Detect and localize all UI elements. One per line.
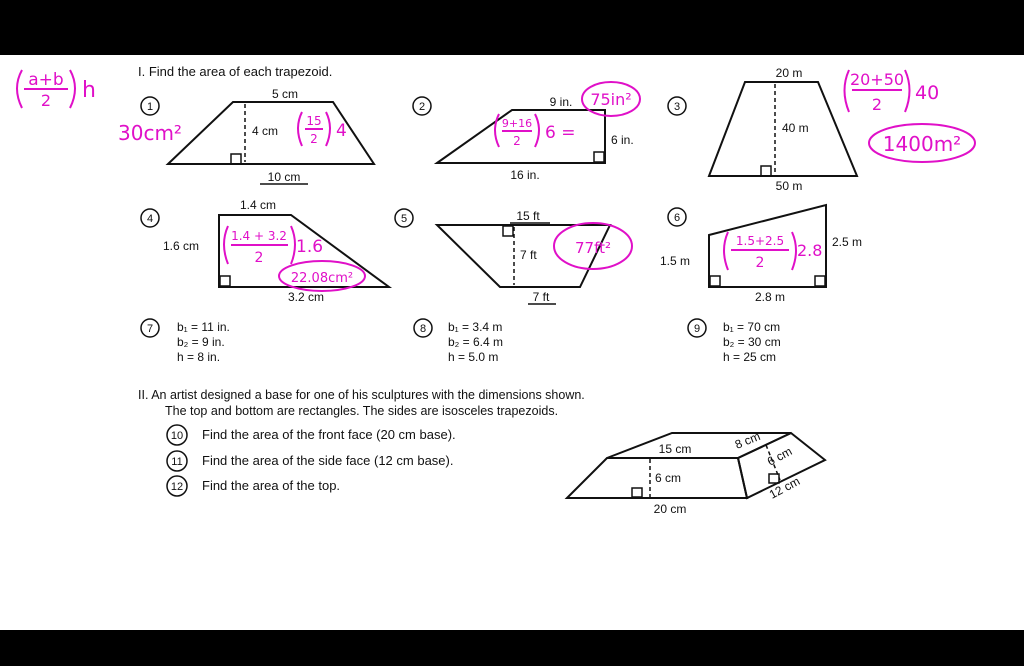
problem-1-work [118,112,347,146]
problem-8 [414,319,503,364]
close-paren [905,70,910,112]
height-value: h = 5.0 m [448,350,499,364]
side-bottom-label: 12 cm [766,473,803,502]
problem-10 [167,425,456,445]
problem-2-numerator: 9+16 [501,117,533,130]
problem-1-numerator: 15 [306,114,322,128]
top-base-label: 1.4 cm [239,198,277,212]
base-1-value: b₁ = 3.4 m [448,320,503,334]
sculpture-base-diagram [567,429,825,516]
front-top-label: 15 cm [658,442,692,456]
problem-1-answer: 30cm² [118,121,182,145]
problem-12 [167,476,340,496]
problem-5-answer: 77ft² [575,239,611,257]
right-angle-mark [220,276,230,286]
bottom-base-label: 50 m [775,179,803,193]
problem-6-numerator: 1.5+2.5 [735,234,785,248]
bottom-base-label: 2.8 m [754,290,786,304]
height-label: 1.6 cm [163,239,200,253]
close-paren [792,232,796,270]
base-1-value: b₁ = 11 in. [177,320,230,334]
problem-3-numerator: 20+50 [849,70,905,89]
problem-number: 11 [171,456,183,468]
problem-3-denominator: 2 [871,95,883,114]
height-label: 6 in. [611,133,634,147]
problem-4-numerator: 1.4 + 3.2 [231,229,287,243]
right-side-label: 2.5 m [832,235,863,249]
problem-4-denominator: 2 [254,250,264,266]
height-label: 7 ft [520,248,537,262]
worksheet-canvas [0,55,1024,630]
bottom-base-label: 10 cm [267,170,301,184]
problem-4 [141,198,389,304]
height-value: h = 8 in. [177,350,221,364]
formula-denominator: 2 [40,91,52,110]
height-label: 4 cm [252,124,279,138]
height-label: 40 m [782,121,809,135]
problem-3-answer: 1400m² [882,132,962,156]
problem-3-multiplier: 40 [915,82,940,104]
left-side-label: 1.5 m [660,254,691,268]
problem-1-multiplier: 4 [336,121,347,141]
open-paren [724,232,728,270]
top-base-label: 20 m [775,66,803,80]
problem-number: 5 [400,213,408,225]
right-angle-mark [231,154,241,164]
question-text: Find the area of the front face (20 cm base). [202,427,456,442]
problem-6-denominator: 2 [755,255,765,271]
right-angle-mark [761,166,771,176]
top-base-label: 15 ft [516,209,540,223]
right-angle-mark [503,226,513,236]
base-2-value: b₂ = 30 cm [723,335,781,349]
open-paren [845,70,850,112]
worksheet-page [0,55,1024,630]
problem-4-answer: 22.08cm² [290,271,354,286]
base-2-value: b₂ = 6.4 m [448,335,504,349]
right-angle-mark [594,152,604,162]
problem-number: 9 [693,323,701,335]
right-angle-mark [815,276,825,286]
top-base-label: 5 cm [271,87,299,101]
top-base-label: 9 in. [549,95,573,109]
video-bottom-bar [0,630,1024,666]
problem-7 [141,319,230,364]
formula-numerator: a+b [28,70,64,90]
close-paren [291,226,295,264]
problem-2-answer: 75in² [590,90,632,109]
problem-2-denominator: 2 [513,134,521,148]
problem-9 [688,319,781,364]
problem-6-multiplier: 2.8 [797,241,823,260]
problem-4-work [224,226,365,291]
problem-11 [167,451,453,471]
open-paren [298,112,302,146]
video-top-bar [0,0,1024,55]
formula-height: h [82,78,96,103]
height-value: h = 25 cm [723,350,777,364]
right-angle-mark [632,488,642,497]
problem-number: 4 [146,213,154,225]
open-paren [224,226,228,264]
problem-4-multiplier: 1.6 [296,237,324,257]
right-angle-mark [769,474,779,483]
problem-number: 3 [673,101,681,113]
section2-intro-line1: II. An artist designed a base for one of his sculptures with the dimensions shown. [138,388,585,402]
problem-number: 2 [418,101,426,113]
handwritten-annotations [17,70,975,291]
side-top-label: 8 cm [732,429,763,452]
close-paren [70,70,75,108]
question-text: Find the area of the side face (12 cm base). [202,453,454,468]
problem-number: 6 [673,212,681,224]
base-1-value: b₁ = 70 cm [723,320,781,334]
problem-2-multiplier: 6 = [545,123,576,143]
close-paren [326,112,330,146]
question-text: Find the area of the top. [202,478,341,493]
problem-number: 7 [146,323,154,335]
problem-3 [668,66,857,193]
section1-title: I. Find the area of each trapezoid. [138,64,333,79]
formula-note [17,70,96,110]
problem-number: 12 [170,481,184,493]
bottom-base-label: 7 ft [532,290,550,304]
problem-3-work [845,70,976,162]
front-bottom-label: 20 cm [653,502,687,516]
close-paren [535,114,539,147]
right-angle-mark [710,276,720,286]
bottom-base-label: 16 in. [510,168,540,182]
side-height-label: 6 cm [764,444,795,469]
problem-number: 8 [419,323,427,335]
open-paren [17,70,22,108]
bottom-base-label: 3.2 cm [287,290,325,304]
problem-1-denominator: 2 [310,132,318,146]
base-2-value: b₂ = 9 in. [177,335,225,349]
front-height-label: 6 cm [655,471,682,485]
problem-6-work [724,232,822,271]
section2-intro-line2: The top and bottom are rectangles. The sides are isosceles trapezoids. [165,404,559,418]
problem-number: 10 [170,430,184,442]
problem-number: 1 [146,101,154,113]
